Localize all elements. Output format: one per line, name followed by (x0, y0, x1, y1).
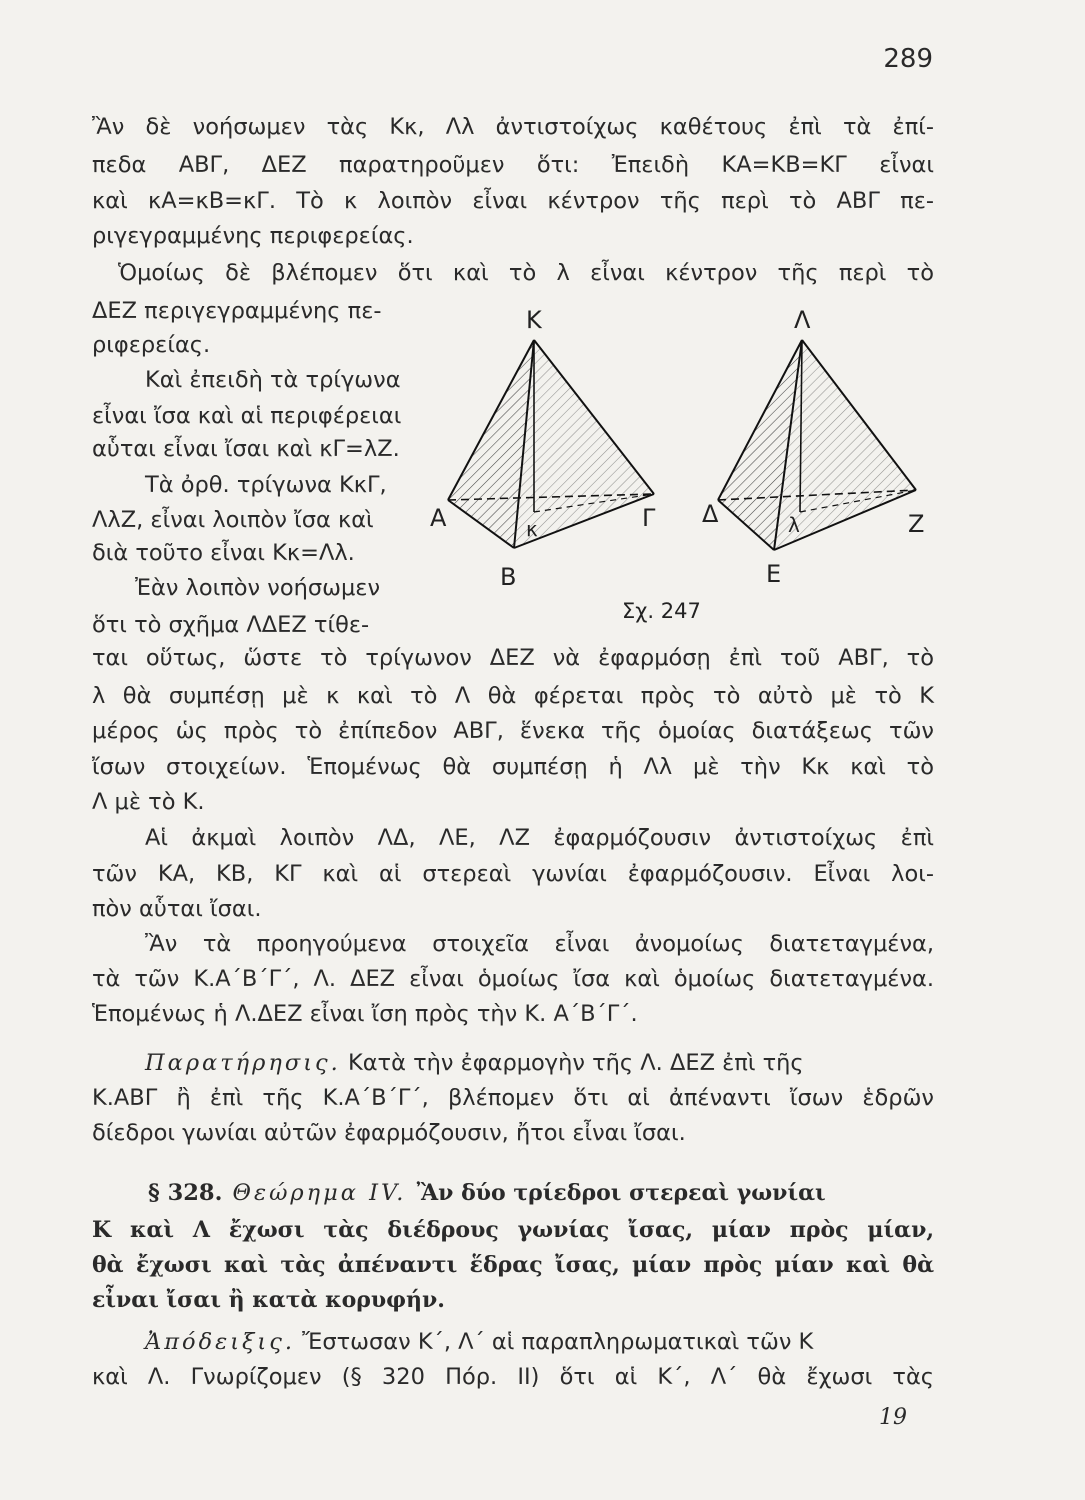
text-line-8: Καὶ ἐπειδὴ τὰ τρίγωνα (145, 367, 401, 393)
text-line-5: Ὁμοίως δὲ βλέπομεν ὅτι καὶ τὸ λ εἶναι κέντρον τῆς περὶ τὸ (118, 260, 934, 286)
text-line-16: ται οὕτως, ὥστε τὸ τρίγωνον ΔΕΖ νὰ ἐφαρμόσῃ ἐπὶ τοῦ ΑΒΓ, τὸ (92, 645, 934, 671)
text-line-20: Λ μὲ τὸ Κ. (92, 789, 205, 815)
theorem-label: Θεώρημα IV. (222, 1180, 417, 1206)
text-line-25: τὰ τῶν Κ.Α΄Β΄Γ΄, Λ. ΔΕΖ εἶναι ὁμοίως ἴσα καὶ ὁμοίως διατεταγμένα. (92, 966, 934, 992)
proof-line-2: καὶ Λ. Γνωρίζομεν (§ 320 Πόρ. II) ὅτι αἱ Κ΄, Λ΄ θὰ ἔχωσι τὰς (92, 1364, 934, 1390)
text-line-29: δίεδροι γωνίαι αὐτῶν ἐφαρμόζουσιν, ἤτοι εἶναι ἴσαι. (92, 1120, 686, 1146)
text-line-6: ΔΕΖ περιγεγραμμένης πε- (92, 298, 382, 324)
text-line-26: Ἑπομένως ἡ Λ.ΔΕΖ εἶναι ἴση πρὸς τὴν Κ. Α΄Β΄Γ΄. (92, 1001, 638, 1027)
theorem-heading-line (148, 1178, 826, 1208)
label-E: Ε (766, 560, 782, 588)
section-number: § 328. (148, 1180, 223, 1206)
text-line-18: μέρος ὡς πρὸς τὸ ἐπίπεδον ΑΒΓ, ἕνεκα τῆς ὁμοίας διατάξεως τῶν (92, 718, 934, 744)
text-line-22: τῶν ΚΑ, ΚΒ, ΚΓ καὶ αἱ στερεαὶ γωνίαι ἐφαρμόζουσιν. Εἶναι λοι- (92, 861, 934, 887)
label-l: λ (788, 513, 800, 537)
text-line-10: αὗται εἶναι ἴσαι καὶ κΓ=λΖ. (92, 436, 400, 462)
text-line-7: ριφερείας. (92, 332, 211, 358)
text-line-19: ἴσων στοιχείων. Ἑπομένως θὰ συμπέσῃ ἡ Λλ μὲ τὴν Κκ καὶ τὸ (92, 754, 934, 780)
text-line-23: πὸν αὗται ἴσαι. (92, 896, 262, 922)
label-k: κ (526, 517, 538, 541)
proof-heading: Ἀπόδειξις. (145, 1329, 295, 1355)
text-line-24: Ἂν τὰ προηγούμενα στοιχεῖα εἶναι ἀνομοίως διατεταγμένα, (145, 931, 934, 957)
text-line-21: Αἱ ἀκμαὶ λοιπὸν ΛΔ, ΛΕ, ΛΖ ἐφαρμόζουσιν ἀντιστοίχως ἐπὶ (145, 825, 934, 851)
theorem-line-2: Κ καὶ Λ ἔχωσι τὰς διέδρους γωνίας ἴσας, μίαν πρὸς μίαν, (92, 1217, 934, 1243)
page-number: 289 (883, 44, 933, 74)
text-line-2: πεδα ΑΒΓ, ΔΕΖ παρατηροῦμεν ὅτι: Ἐπειδὴ ΚΑ=ΚΒ=ΚΓ εἶναι (92, 152, 934, 178)
text-line-12: ΛλΖ, εἶναι λοιπὸν ἴσα καὶ (92, 507, 374, 533)
pyramid-l (702, 306, 924, 588)
proof-line-1 (145, 1327, 813, 1357)
text-line-17: λ θὰ συμπέσῃ μὲ κ καὶ τὸ Λ θὰ φέρεται πρὸς τὸ αὐτὸ μὲ τὸ Κ (92, 683, 934, 709)
label-L: Λ (794, 306, 811, 334)
theorem-line-4: εἶναι ἴσαι ἢ κατὰ κορυφήν. (92, 1287, 445, 1313)
label-A: Α (430, 504, 447, 532)
figure-247 (430, 300, 940, 630)
theorem-line-3: θὰ ἔχωσι καὶ τὰς ἀπέναντι ἕδρας ἴσας, μίαν πρὸς μίαν καὶ θὰ (92, 1252, 934, 1278)
label-Z: Ζ (908, 510, 925, 538)
pyramid-k (430, 306, 656, 591)
text-line-1: Ἂν δὲ νοήσωμεν τὰς Κκ, Λλ ἀντιστοίχως καθέτους ἐπὶ τὰ ἐπί- (92, 114, 934, 140)
remark-heading: Παρατήρησις. (145, 1050, 341, 1076)
label-G: Γ (642, 504, 656, 532)
text-line-27 (145, 1048, 804, 1078)
figure-caption: Σχ. 247 (622, 599, 701, 623)
text-line-13: διὰ τοῦτο εἶναι Κκ=Λλ. (92, 540, 355, 566)
text-line-28: Κ.ΑΒΓ ἢ ἐπὶ τῆς Κ.Α΄Β΄Γ΄, βλέπομεν ὅτι αἱ ἀπέναντι ἴσων ἑδρῶν (92, 1085, 934, 1111)
text-line-3: καὶ κΑ=κΒ=κΓ. Τὸ κ λοιπὸν εἶναι κέντρον τῆς περὶ τὸ ΑΒΓ πε- (92, 188, 934, 214)
label-B: Β (500, 563, 517, 591)
footer-number: 19 (879, 1405, 907, 1430)
label-K: Κ (526, 306, 542, 334)
remark-text: Κατὰ τὴν ἐφαρμογὴν τῆς Λ. ΔΕΖ ἐπὶ τῆς (340, 1050, 804, 1076)
label-D: Δ (702, 500, 719, 528)
text-line-4: ριγεγραμμένης περιφερείας. (92, 223, 414, 249)
text-line-9: εἶναι ἴσα καὶ αἱ περιφέρειαι (92, 403, 402, 429)
text-line-15: ὅτι τὸ σχῆμα ΛΔΕΖ τίθε- (92, 612, 370, 638)
text-line-14: Ἐὰν λοιπὸν νοήσωμεν (135, 575, 381, 601)
proof-text: Ἔστωσαν Κ΄, Λ΄ αἱ παραπληρωματικαὶ τῶν Κ (295, 1329, 814, 1355)
text-line-11: Τὰ ὀρθ. τρίγωνα ΚκΓ, (145, 472, 387, 498)
theorem-text-start: Ἂν δύο τρίεδροι στερεαὶ γωνίαι (416, 1180, 826, 1206)
